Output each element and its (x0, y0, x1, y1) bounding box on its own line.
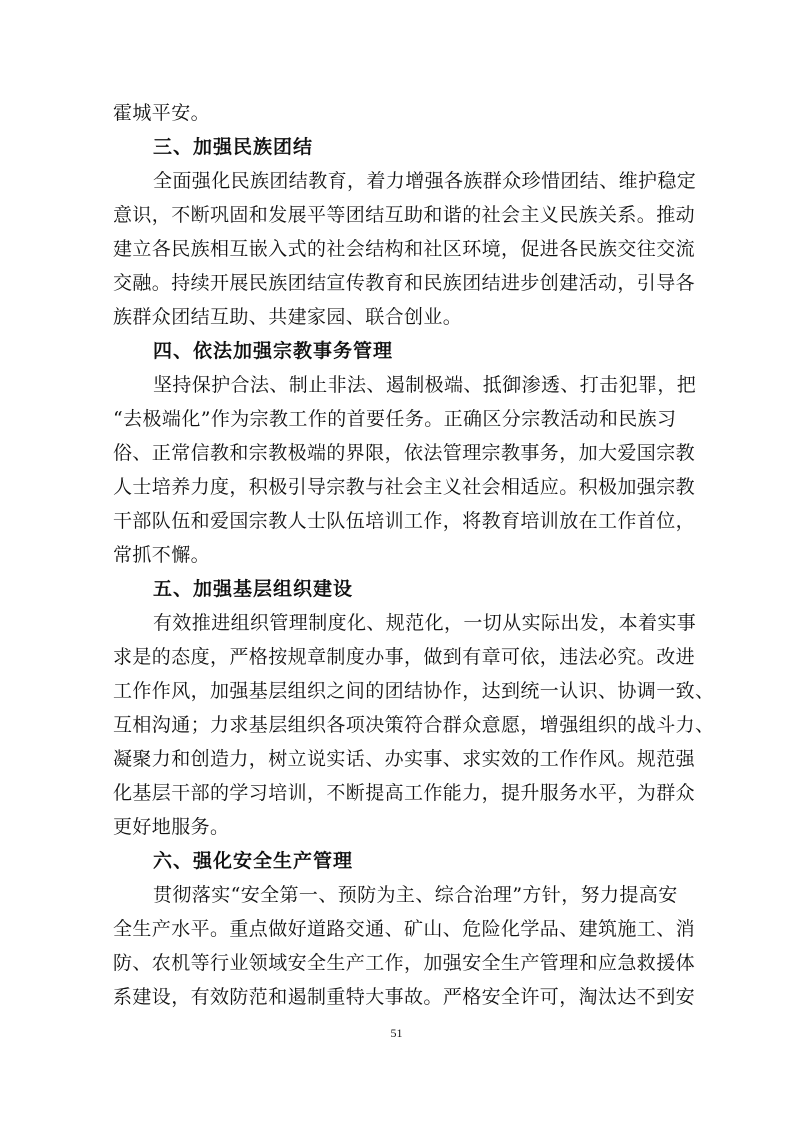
paragraph-line: 俗、正常信教和宗教极端的界限，依法管理宗教事务，加大爱国宗教 (113, 442, 696, 464)
paragraph-line: 凝聚力和创造力，树立说实话、办实事、求实效的工作作风。规范强 (113, 748, 696, 770)
paragraph-line: 交融。持续开展民族团结宣传教育和民族团结进步创建活动，引导各 (113, 272, 696, 294)
paragraph-line: 干部队伍和爱国宗教人士队伍培训工作，将教育培训放在工作首位， (113, 510, 696, 532)
paragraph-line: 建立各民族相互嵌入式的社会结构和社区环境，促进各民族交往交流 (113, 238, 696, 260)
page-number: 51 (390, 1026, 403, 1040)
section-heading: 五、加强基层组织建设 (153, 578, 354, 600)
paragraph-line: 人士培养力度，积极引导宗教与社会主义社会相适应。积极加强宗教 (113, 476, 696, 498)
paragraph-line: 求是的态度，严格按规章制度办事，做到有章可依，违法必究。改进 (113, 646, 696, 668)
paragraph-line: 常抓不懈。 (113, 544, 211, 566)
section-heading: 三、加强民族团结 (153, 136, 314, 158)
paragraph-line: 工作作风，加强基层组织之间的团结协作，达到统一认识、协调一致、 (113, 680, 715, 702)
paragraph-line: “去极端化”作为宗教工作的首要任务。正确区分宗教活动和民族习 (113, 408, 677, 430)
paragraph-line: 坚持保护合法、制止非法、遏制极端、抵御渗透、打击犯罪，把 (153, 374, 697, 396)
paragraph-line: 系建设，有效防范和遏制重特大事故。严格安全许可，淘汰达不到安 (113, 986, 696, 1008)
paragraph-line: 互相沟通；力求基层组织各项决策符合群众意愿，增强组织的战斗力、 (113, 714, 715, 736)
paragraph-line: 族群众团结互助、共建家园、联合创业。 (113, 306, 463, 328)
paragraph-line: 霍城平安。 (113, 102, 211, 124)
paragraph-line: 贯彻落实“安全第一、预防为主、综合治理”方针，努力提高安 (153, 884, 678, 906)
paragraph-line: 全生产水平。重点做好道路交通、矿山、危险化学品、建筑施工、消 (113, 918, 696, 940)
section-heading: 六、强化安全生产管理 (153, 850, 354, 872)
paragraph-line: 有效推进组织管理制度化、规范化，一切从实际出发，本着实事 (153, 612, 697, 634)
paragraph-line: 防、农机等行业领域安全生产工作，加强安全生产管理和应急救援体 (113, 952, 696, 974)
paragraph-line: 全面强化民族团结教育，着力增强各族群众珍惜团结、维护稳定 (153, 170, 697, 192)
section-heading: 四、依法加强宗教事务管理 (153, 340, 394, 362)
paragraph-line: 意识，不断巩固和发展平等团结互助和谐的社会主义民族关系。推动 (113, 204, 696, 226)
paragraph-line: 更好地服务。 (113, 816, 230, 838)
document-body (113, 96, 715, 1014)
paragraph-line: 化基层干部的学习培训，不断提高工作能力，提升服务水平，为群众 (113, 782, 696, 804)
